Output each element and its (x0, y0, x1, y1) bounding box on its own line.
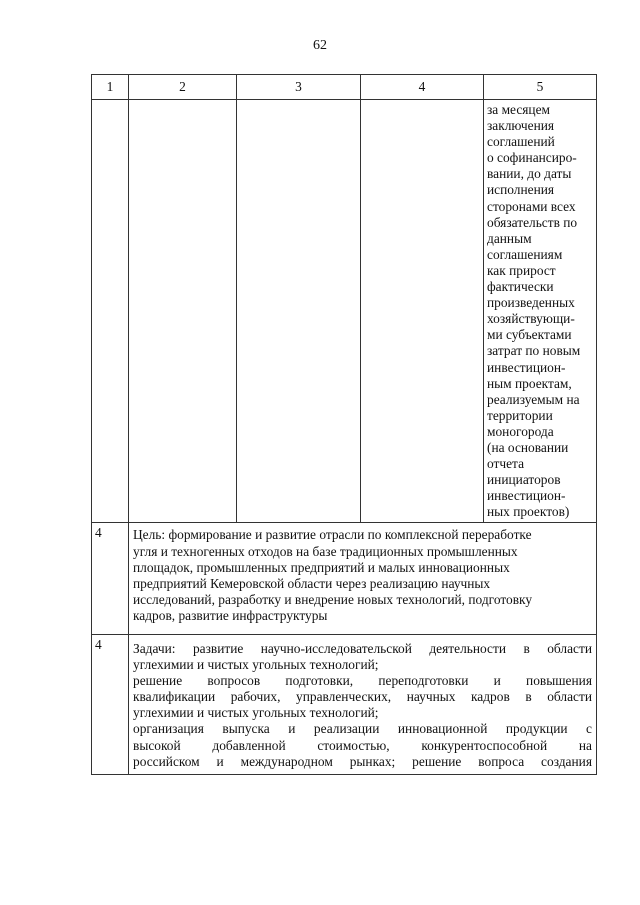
document-table (91, 74, 597, 775)
row1-cell-1 (92, 100, 129, 523)
row1-cell-4 (361, 100, 484, 523)
tasks-line: российском и международном рынках; решение вопроса создания (133, 753, 592, 769)
tasks-line: высокой добавленной стоимостью, конкурентоспособной на (133, 737, 592, 753)
header-cell-2: 2 (129, 75, 237, 100)
tasks-line: углехимии и чистых угольных технологий; (133, 657, 379, 673)
row1-cell-5-text: за месяцем заключения соглашений о софинансиро- вании, до даты исполнения сторонами всех обязательств по данным соглашениям как прирост фактически произведенных хозяйствующи- ми субъектами затрат по новым инвестицион- ным проектам, реализуемым на территории моногорода (на основании отчета инициаторов инвестицион- ных проектов) (484, 100, 597, 523)
row1-cell-3 (237, 100, 361, 523)
header-cell-4: 4 (361, 75, 484, 100)
table-row (92, 100, 597, 523)
header-cell-3: 3 (237, 75, 361, 100)
page-number: 62 (313, 38, 327, 53)
tasks-line: углехимии и чистых угольных технологий; (133, 705, 379, 721)
header-cell-5: 5 (484, 75, 597, 100)
header-cell-1: 1 (92, 75, 129, 100)
row1-cell-2 (129, 100, 237, 523)
tasks-line: организация выпуска и реализации инновационной продукции с (133, 721, 592, 737)
tasks-text (129, 635, 597, 775)
goal-text: Цель: формирование и развитие отрасли по комплексной переработке угля и техногенных отходов на базе традиционных промышленных площадок, промышленных предприятий и малых инновационных предприятий Кемеровской области через реализацию научных исследований, разработку и внедрение новых технологий, подготовку кадров, развитие инфраструктуры (129, 523, 597, 635)
tasks-line: Задачи: развитие научно-исследовательской деятельности в области (133, 641, 592, 656)
table-header-row (92, 75, 597, 100)
tasks-line: решение вопросов подготовки, переподготовки и повышения (133, 673, 592, 689)
tasks-row-number: 4 (92, 635, 129, 775)
goal-row-number: 4 (92, 523, 129, 635)
table-row (92, 523, 597, 635)
table-row (92, 635, 597, 775)
tasks-line: квалификации рабочих, управленческих, научных кадров в области (133, 689, 592, 705)
